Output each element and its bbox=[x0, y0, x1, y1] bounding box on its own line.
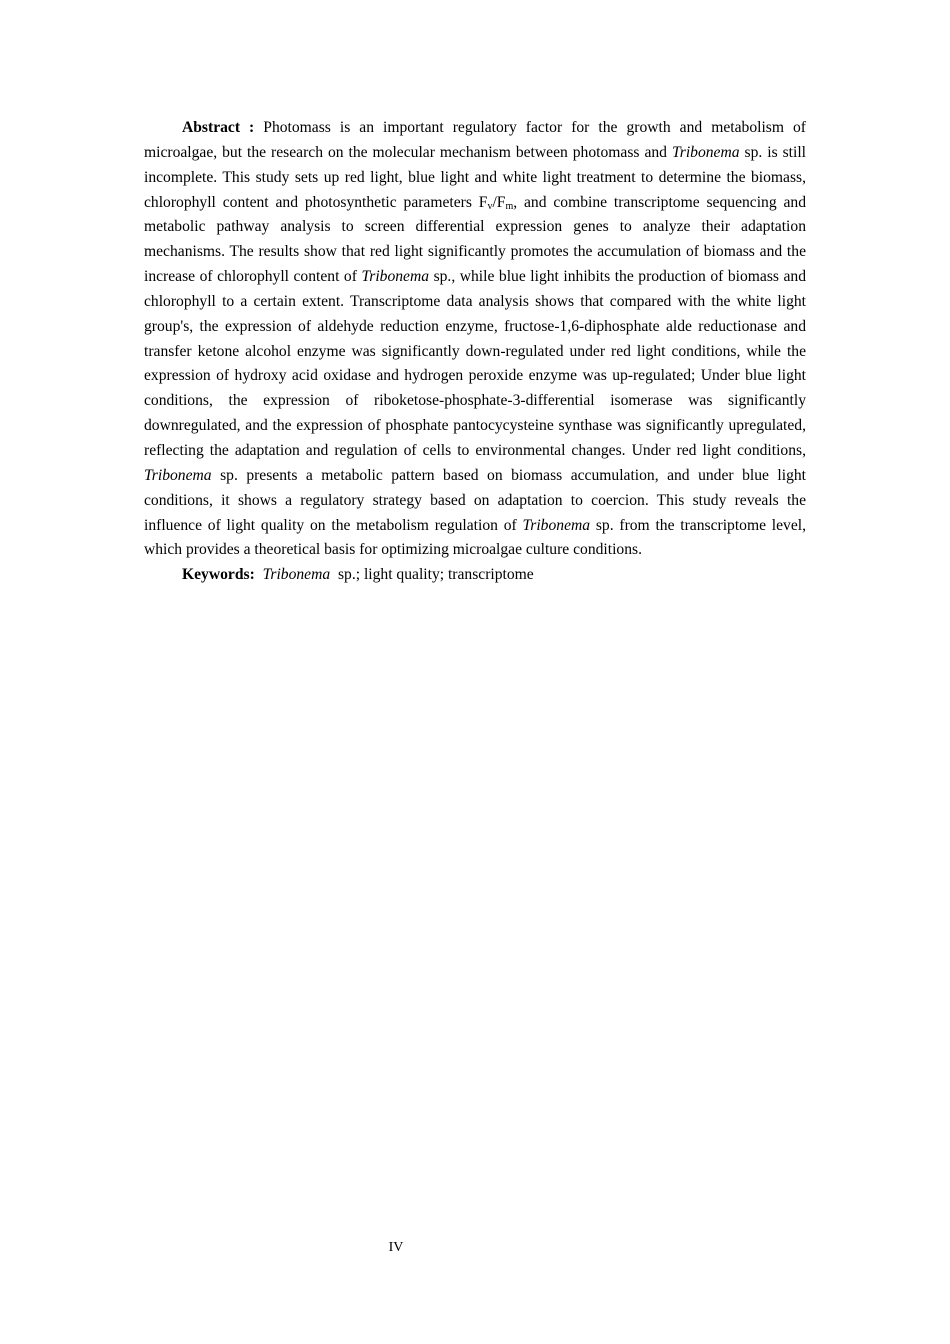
abstract-text: , and combine transcriptome sequencing and metabolic pathway analysis to screen differential expression genes to analyze their adaptation mechanisms. The results show that red light significantly promotes the accumulation of biomass and the increase of chlorophyll content of bbox=[144, 193, 807, 286]
genus-name: Tribonema bbox=[522, 516, 591, 534]
keywords-text: sp.; light quality; transcriptome bbox=[337, 566, 534, 584]
abstract-text: sp. presents a metabolic pattern based on biomass accumulation, and under blue light conditions, it shows a regulatory strategy based on adaptation to coercion. This study reveals the influence of light quality on the metabolism regulation of bbox=[144, 466, 806, 534]
abstract-text: sp. is still incomplete. This study sets up red light, blue light and white light treatment to determine the biomass, chlorophyll content and photosynthetic parameters F bbox=[144, 143, 807, 211]
abstract-section bbox=[144, 116, 806, 588]
genus-name: Tribonema bbox=[361, 268, 430, 286]
page-number: IV bbox=[388, 1240, 404, 1255]
abstract-paragraph bbox=[144, 116, 806, 563]
abstract-text: Photomass is an important regulatory factor for the growth and metabolism of microalgae, but the research on the molecular mechanism between photomass and bbox=[144, 119, 806, 161]
keywords-line bbox=[144, 563, 806, 588]
genus-name: Tribonema bbox=[144, 466, 212, 484]
abstract-text: /F bbox=[492, 193, 506, 211]
abstract-label: Abstract : bbox=[182, 119, 255, 136]
genus-name: Tribonema bbox=[671, 143, 740, 161]
keyword-genus: Tribonema bbox=[262, 566, 331, 584]
abstract-text: sp. from the transcriptome level, which provides a theoretical basis for optimizing microalgae culture conditions. bbox=[144, 516, 806, 559]
subscript-v: v bbox=[487, 200, 493, 212]
abstract-text: sp., while blue light inhibits the production of biomass and chlorophyll to a certain extent. Transcriptome data analysis shows that compared with the white light group's, the expression of aldehyde reduction enzyme, fructose-1,6-diphosphate alde reductionase and transfer ketone alcohol enzyme was significantly down-regulated under red light conditions, while the expression of hydroxy acid oxidase and hydrogen peroxide enzyme was up-regulated; Under blue light conditions, the expression of riboketose-phosphate-3-differential isomerase was significantly downregulated, and the expression of phosphate pantocycysteine synthase was significantly upregulated, reflecting the adaptation and regulation of cells to environmental changes. Under red light conditions, bbox=[144, 268, 807, 459]
subscript-m: m bbox=[505, 200, 514, 212]
keywords-label: Keywords: bbox=[182, 566, 255, 584]
